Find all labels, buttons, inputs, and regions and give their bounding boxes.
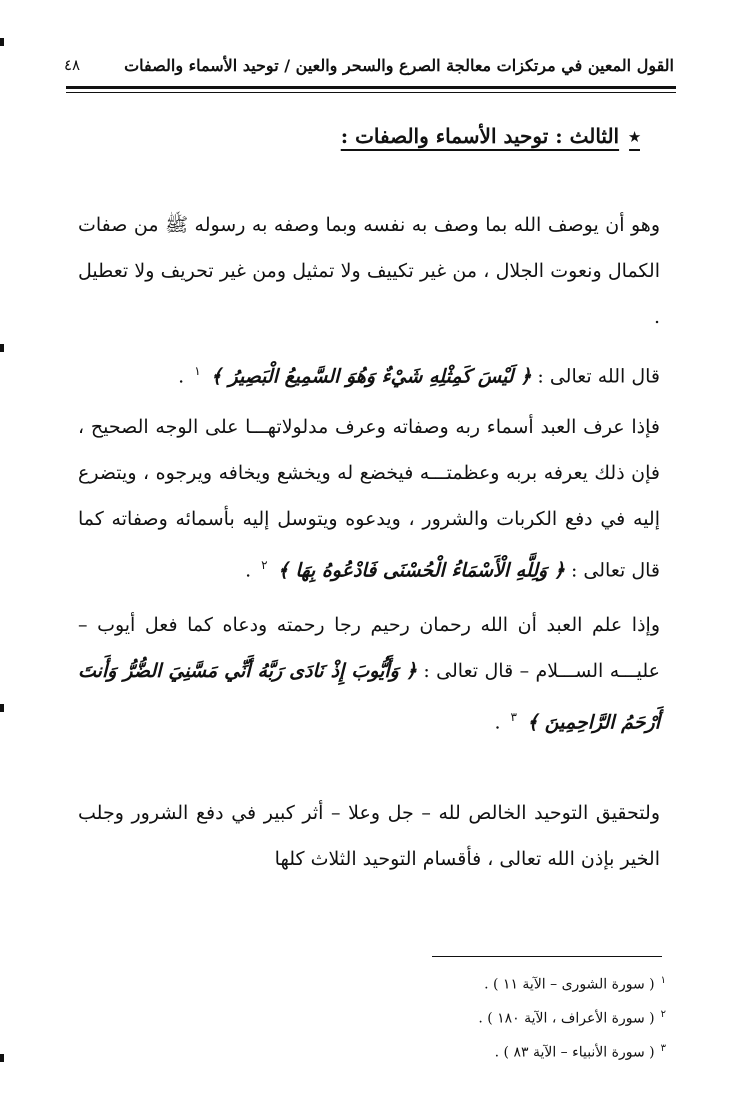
footnote-item [346, 1032, 666, 1066]
star-icon: ٭ [629, 124, 640, 148]
section-heading [341, 124, 640, 148]
scan-edge-mark [0, 1054, 4, 1062]
footnote-ref[interactable]: ١ [194, 364, 201, 378]
paragraph-text: فإذا عرف العبد أسماء ربه وصفاته وعرف مدلولاتهـــا على الوجه الصحيح ، فإن ذلك يعرفه بربه وعظمتـــه فيخضع له ويخشع ويخافه ويرجوه ، ويتضرع إليه في دفع الكربات والشرور ، ويدعوه ويتوسل إليه بأسمائه وصفاته كما قال تعالى : [78, 416, 660, 582]
paragraph-text: وإذا علم العبد أن الله رحمان رحيم رجا رحمته ودعاه كما فعل أيوب – عليـــه الســـلام – قال تعالى : [78, 614, 660, 682]
footnote-text: ( سورة الشورى – الآية ١١ ) . [484, 976, 655, 993]
footnote-number: ٣ [660, 1043, 666, 1054]
footnote-number: ٢ [660, 1009, 666, 1020]
paragraph-ayyub [78, 602, 660, 745]
footnotes [346, 964, 666, 1066]
paragraph-definition: وهو أن يوصف الله بما وصف به نفسه وبما وصفه به رسوله ﷺ من صفات الكمال ونعوت الجلال ، من غير تكييف ولا تمثيل ومن غير تحريف ولا تعطيل . [78, 214, 660, 328]
paragraph-tawhid-effect: ولتحقيق التوحيد الخالص لله – جل وعلا – أثر كبير في دفع الشرور وجلب الخير بإذن الله تعالى ، فأقسام التوحيد الثلاث كلها [78, 802, 660, 870]
footnote-text: ( سورة الأنبياء – الآية ٨٣ ) . [494, 1044, 655, 1061]
quran-verse: ﴿ وَأَيُّوبَ إِذْ نَادَى رَبَّهُ أَنِّي مَسَّنِيَ الضُّرُّ وَأَنتَ أَرْحَمُ الرَّاحِمِينَ ﴾ [78, 660, 660, 734]
header-title: القول المعين في مرتكزات معالجة الصرع والسحر والعين / توحيد الأسماء والصفات [124, 56, 674, 75]
paragraph-verse-1 [78, 348, 660, 399]
scan-edge-mark [0, 344, 4, 352]
scan-edge-mark [0, 38, 4, 46]
footnote-number: ١ [660, 975, 666, 986]
sentence-end: . [245, 559, 252, 582]
verse-intro: قال الله تعالى : [537, 365, 660, 388]
footnote-item [346, 964, 666, 998]
running-header [64, 50, 674, 84]
header-rule-thin [66, 92, 676, 93]
quran-verse: ﴿ وَلِلَّهِ الْأَسْمَاءُ الْحُسْنَى فَادْعُوهُ بِهَا ﴾ [277, 559, 565, 582]
footnote-text: ( سورة الأعراف ، الآية ١٨٠ ) . [478, 1010, 655, 1027]
header-rule-thick [66, 86, 676, 89]
page-number: ٤٨ [64, 56, 81, 74]
sentence-end: . [494, 711, 501, 734]
footnote-separator [432, 956, 662, 957]
footnote-item [346, 998, 666, 1032]
scan-edge-mark [0, 704, 4, 712]
sentence-end: . [178, 365, 185, 388]
section-title: الثالث : توحيد الأسماء والصفات : [340, 124, 620, 148]
footnote-ref[interactable]: ٣ [510, 710, 517, 724]
quran-verse: ﴿ لَيْسَ كَمِثْلِهِ شَيْءٌ وَهُوَ السَّمِيعُ الْبَصِيرُ ﴾ [210, 365, 532, 388]
footnote-ref[interactable]: ٢ [261, 558, 268, 572]
paragraph-knowing-names [78, 404, 660, 593]
